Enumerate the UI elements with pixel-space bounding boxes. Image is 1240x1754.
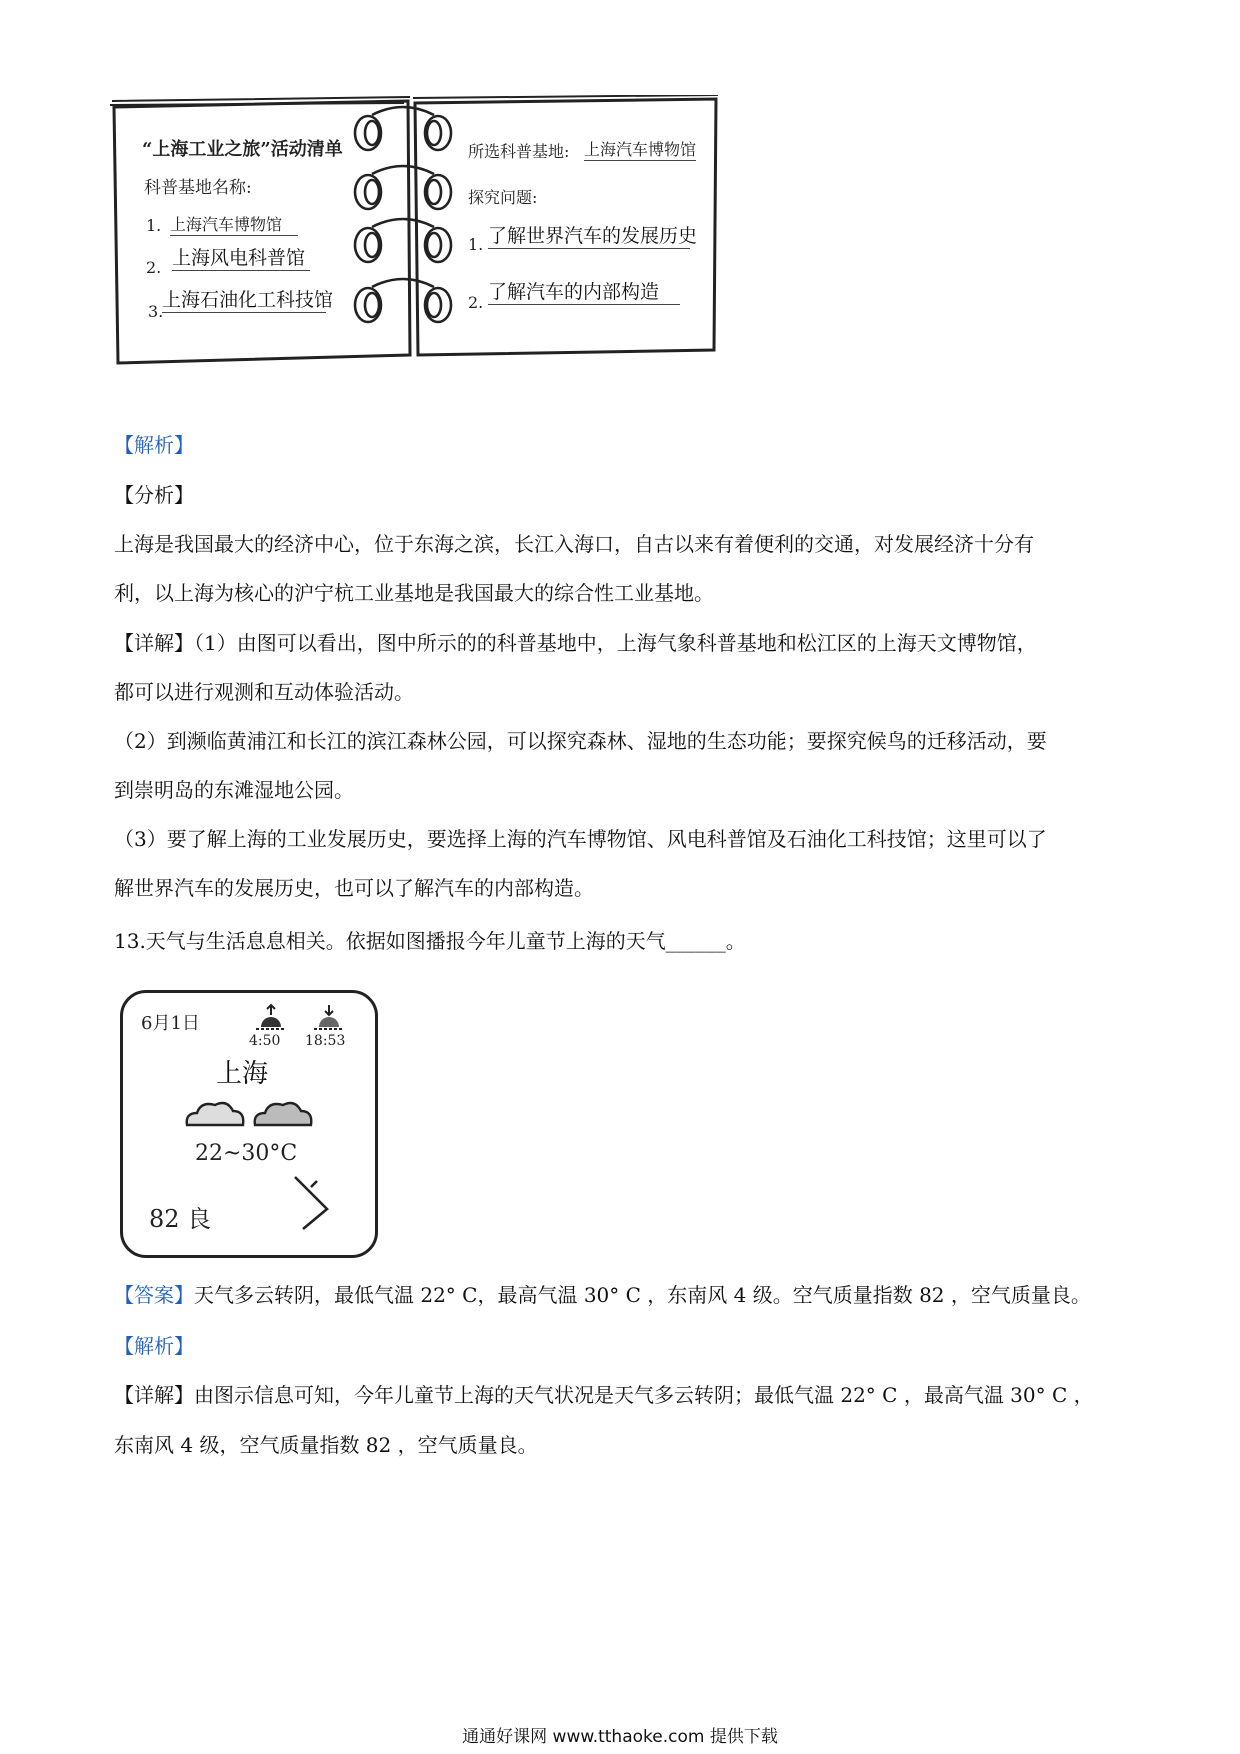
xiangjie-text-1: （1）由图可以看出，图中所示的的科普基地中，上海气象科普基地和松江区的上海天文博物馆， xyxy=(194,631,1037,655)
activity-notebook-figure xyxy=(110,95,825,415)
overcast-icon xyxy=(251,1097,315,1133)
detail2-line-1 xyxy=(114,1380,1134,1410)
fenxi-line-2: 利，以上海为核心的沪宁杭工业基地是我国最大的综合性工业基地。 xyxy=(114,581,714,605)
detail2-line-2: 东南风 4 级，空气质量指数 82 ，空气质量良。 xyxy=(114,1433,538,1457)
sunset-time: 18:53 xyxy=(305,1033,346,1049)
question-2-num: 2. xyxy=(468,293,484,312)
weather-temp-range: 22~30°C xyxy=(195,1141,298,1166)
xiangjie-line-3: （2）到濒临黄浦江和长江的滨江森林公园，可以探究森林、湿地的生态功能；要探究候鸟的迁移活动，要 xyxy=(114,729,1047,753)
question-2-text: 了解汽车的内部构造 xyxy=(488,277,680,305)
notebook-right-base-value: 上海汽车博物馆 xyxy=(584,137,696,161)
fenxi-line-1: 上海是我国最大的经济中心，位于东海之滨，长江入海口，自古以来有着便利的交通，对发展经济十分有 xyxy=(114,532,1034,556)
sunrise-icon xyxy=(253,1003,289,1037)
cloudy-icon xyxy=(183,1097,247,1133)
xiangjie-line-4: 到崇明岛的东滩湿地公园。 xyxy=(114,778,354,802)
xiangjie-line-1 xyxy=(114,628,1134,658)
base-item-2-text: 上海风电科普馆 xyxy=(172,243,310,271)
question-1-num: 1. xyxy=(468,235,484,254)
jiexi-heading-2: 【解析】 xyxy=(114,1334,194,1358)
base-item-3-num: 3. xyxy=(148,302,164,321)
question-13: 13.天气与生活息息相关。依据如图播报今年儿童节上海的天气______。 xyxy=(114,929,746,953)
notebook-right-question-label: 探究问题: xyxy=(468,188,538,207)
xiangjie-line-2: 都可以进行观测和互动体验活动。 xyxy=(114,680,414,704)
xiangjie-tag: 【详解】 xyxy=(114,631,194,655)
weather-aqi: 82 良 xyxy=(149,1205,212,1233)
weather-city: 上海 xyxy=(216,1059,269,1089)
answer-tag: 【答案】 xyxy=(114,1283,194,1307)
fenxi-heading: 【分析】 xyxy=(114,483,194,507)
page-footer: 通通好课网 www.tthaoke.com 提供下载 xyxy=(462,1727,778,1747)
base-item-1-num: 1. xyxy=(146,216,162,235)
question-1-text: 了解世界汽车的发展历史 xyxy=(488,221,690,249)
wind-direction-icon xyxy=(291,1173,341,1235)
sunrise-time: 4:50 xyxy=(249,1033,281,1049)
base-item-2-num: 2. xyxy=(146,258,162,277)
base-item-3-text: 上海石油化工科技馆 xyxy=(162,285,326,313)
weather-card xyxy=(120,990,378,1258)
sunset-icon xyxy=(311,1003,347,1037)
detail2-tag: 【详解】 xyxy=(114,1383,194,1407)
answer-line xyxy=(114,1280,1134,1310)
xiangjie-line-6: 解世界汽车的发展历史，也可以了解汽车的内部构造。 xyxy=(114,876,594,900)
notebook-left-title: “上海工业之旅”活动清单 xyxy=(142,139,343,160)
answer-text: 天气多云转阴，最低气温 22° C，最高气温 30° C ，东南风 4 级。空气质量指数 82 ，空气质量良。 xyxy=(194,1283,1091,1307)
xiangjie-line-5: （3）要了解上海的工业发展历史，要选择上海的汽车博物馆、风电科普馆及石油化工科技馆；这里可以了 xyxy=(114,827,1047,851)
notebook-right-base-label: 所选科普基地: xyxy=(468,142,570,161)
jiexi-heading-1: 【解析】 xyxy=(114,433,194,457)
base-item-1-text: 上海汽车博物馆 xyxy=(170,212,298,236)
detail2-text-1: 由图示信息可知，今年儿童节上海的天气状况是天气多云转阴；最低气温 22° C ，最高气温 30° C ， xyxy=(194,1383,1094,1407)
notebook-left-subtitle: 科普基地名称: xyxy=(144,178,252,198)
weather-date: 6月1日 xyxy=(141,1013,200,1034)
